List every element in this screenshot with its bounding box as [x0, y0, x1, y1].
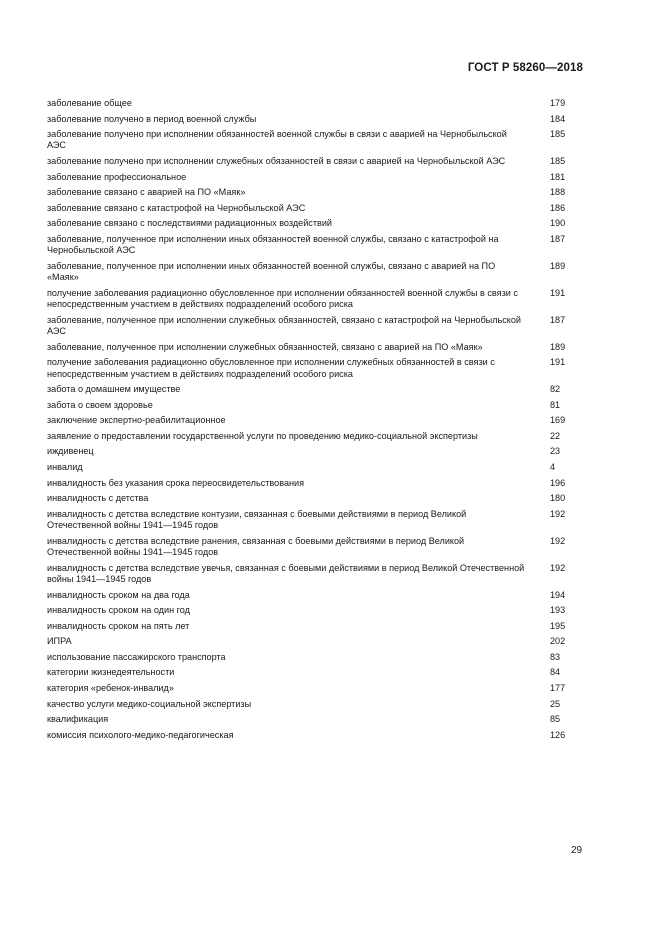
index-entry — [47, 129, 587, 152]
index-entry-page: 82 — [550, 384, 561, 395]
index-entry-term: использование пассажирского транспорта — [47, 651, 226, 662]
index-entry-term: квалификация — [47, 714, 109, 725]
index-entry-page: 195 — [550, 620, 566, 631]
index-entry — [47, 203, 587, 214]
document-standard-id: ГОСТ Р 58260—2018 — [467, 62, 583, 74]
index-entry-term: инвалидность с детства — [47, 493, 149, 504]
index-entries-list — [47, 98, 587, 745]
index-entry — [47, 652, 587, 663]
index-entry-term: категории жизнедеятельности — [47, 667, 175, 678]
index-entry — [47, 357, 587, 380]
index-entry — [47, 590, 587, 601]
index-entry-page: 22 — [550, 430, 561, 441]
index-entry-page: 23 — [550, 446, 561, 457]
index-entry — [47, 172, 587, 183]
index-entry-term: заболевание получено при исполнении обязанностей военной службы в связи с аварией на Чернобыльской АЭС — [47, 129, 507, 151]
index-entry — [47, 462, 587, 473]
index-entry — [47, 234, 587, 257]
index-entry-term: заключение экспертно-реабилитационное — [47, 415, 226, 426]
index-entry — [47, 315, 587, 338]
index-entry-page: 187 — [550, 234, 566, 245]
index-entry-term: инвалидность сроком на два года — [47, 589, 190, 600]
index-entry — [47, 636, 587, 647]
index-entry-term: получение заболевания радиационно обусловленное при исполнении служебных обязанностей в связи с непосредственным участием в действиях подразделений особого риска — [47, 357, 495, 379]
page-number: 29 — [571, 845, 583, 856]
index-entry-page: 202 — [550, 636, 566, 647]
index-entry — [47, 156, 587, 167]
index-entry-term: заболевание профессиональное — [47, 171, 187, 182]
index-entry-page: 4 — [550, 462, 556, 473]
index-entry — [47, 493, 587, 504]
index-entry — [47, 730, 587, 741]
index-entry — [47, 114, 587, 125]
index-entry-page: 186 — [550, 202, 566, 213]
index-entry — [47, 187, 587, 198]
index-entry-term: заболевание связано с последствиями радиационных воздействий — [47, 218, 332, 229]
index-entry-term: заболевание, полученное при исполнении иных обязанностей военной службы, связано с катастрофой на Чернобыльской АЭС — [47, 234, 499, 256]
index-entry-term: заболевание, полученное при исполнении иных обязанностей военной службы, связано с аварией на ПО «Маяк» — [47, 260, 496, 283]
index-entry-term: иждивенец — [47, 446, 94, 457]
index-entry-term: заявление о предоставлении государственной услуги по проведению медико-социальной экспертизы — [47, 430, 478, 441]
index-entry-page: 169 — [550, 415, 566, 426]
index-entry-page: 84 — [550, 667, 561, 678]
index-entry-page: 81 — [550, 399, 561, 410]
index-entry-term: заболевание получено в период военной службы — [47, 113, 257, 124]
index-entry — [47, 415, 587, 426]
index-entry-term: заболевание связано с аварией на ПО «Маяк» — [47, 187, 246, 198]
index-entry-term: инвалидность с детства вследствие увечья, связанная с боевыми действиями в период Великой Отечественной войны 1941—1945 годов — [47, 562, 525, 584]
index-entry — [47, 98, 587, 109]
index-entry-page: 187 — [550, 314, 566, 325]
index-entry — [47, 667, 587, 678]
index-entry — [47, 605, 587, 616]
index-entry-term: заболевание, полученное при исполнении служебных обязанностей, связано с аварией на ПО «Маяк» — [47, 341, 483, 352]
index-entry-page: 196 — [550, 477, 566, 488]
index-entry-term: инвалидность сроком на пять лет — [47, 620, 190, 631]
index-entry — [47, 384, 587, 395]
index-entry-term: инвалидность без указания срока переосвидетельствования — [47, 477, 305, 488]
index-entry-page: 190 — [550, 218, 566, 229]
index-entry-page: 185 — [550, 129, 566, 140]
index-entry — [47, 683, 587, 694]
index-entry — [47, 621, 587, 632]
index-entry — [47, 288, 587, 311]
index-entry — [47, 342, 587, 353]
index-entry-term: категория «ребенок-инвалид» — [47, 683, 174, 694]
index-entry-page: 189 — [550, 260, 566, 271]
index-entry — [47, 431, 587, 442]
index-entry — [47, 509, 587, 532]
index-entry-page: 25 — [550, 698, 561, 709]
index-entry — [47, 261, 587, 284]
index-entry-page: 177 — [550, 683, 566, 694]
index-entry-term: инвалид — [47, 462, 83, 473]
index-entry-page: 188 — [550, 187, 566, 198]
index-entry-term: инвалидность сроком на один год — [47, 605, 190, 616]
index-entry-page: 192 — [550, 562, 566, 573]
index-entry-term: ИПРА — [47, 636, 72, 647]
index-entry-term: получение заболевания радиационно обусловленное при исполнении обязанностей военной службы в связи с непосредственным участием в действиях подразделений особого риска — [47, 287, 518, 310]
index-entry-page: 189 — [550, 341, 566, 352]
index-entry-page: 85 — [550, 714, 561, 725]
index-entry — [47, 446, 587, 457]
index-entry-term: забота о домашнем имуществе — [47, 384, 181, 395]
index-entry-page: 180 — [550, 493, 566, 504]
index-entry — [47, 478, 587, 489]
index-entry-term: заболевание, полученное при исполнении служебных обязанностей, связано с катастрофой на Чернобыльской АЭС — [47, 314, 522, 337]
index-entry-term: заболевание общее — [47, 98, 132, 108]
index-entry-term: заболевание получено при исполнении служебных обязанностей в связи с аварией на Чернобыльской АЭС — [47, 156, 506, 167]
index-entry — [47, 536, 587, 559]
index-entry-page: 191 — [550, 287, 566, 298]
index-entry-page: 181 — [550, 171, 566, 182]
index-entry-page: 194 — [550, 589, 566, 600]
index-entry-page: 184 — [550, 113, 566, 124]
index-entry-page: 192 — [550, 508, 566, 519]
index-entry-page: 83 — [550, 651, 561, 662]
index-entry-term: заболевание связано с катастрофой на Чернобыльской АЭС — [47, 202, 306, 213]
index-entry-page: 191 — [550, 357, 566, 368]
index-entry-page: 185 — [550, 156, 566, 167]
index-entry-page: 126 — [550, 729, 566, 740]
index-entry-term: качество услуги медико-социальной экспертизы — [47, 698, 252, 709]
index-entry-page: 192 — [550, 535, 566, 546]
index-entry-term: инвалидность с детства вследствие ранения, связанная с боевыми действиями в период Великой Отечественной войны 1941—1945 годов — [47, 535, 465, 558]
index-entry — [47, 699, 587, 710]
index-entry — [47, 714, 587, 725]
index-entry-term: комиссия психолого-медико-педагогическая — [47, 729, 234, 740]
index-entry-page: 179 — [550, 98, 566, 108]
index-entry — [47, 400, 587, 411]
index-entry-term: инвалидность с детства вследствие контузии, связанная с боевыми действиями в период Великой Отечественной войны 1941—1945 годов — [47, 508, 467, 531]
index-entry — [47, 218, 587, 229]
index-entry — [47, 563, 587, 586]
index-entry-term: забота о своем здоровье — [47, 399, 153, 410]
index-entry-page: 193 — [550, 605, 566, 616]
